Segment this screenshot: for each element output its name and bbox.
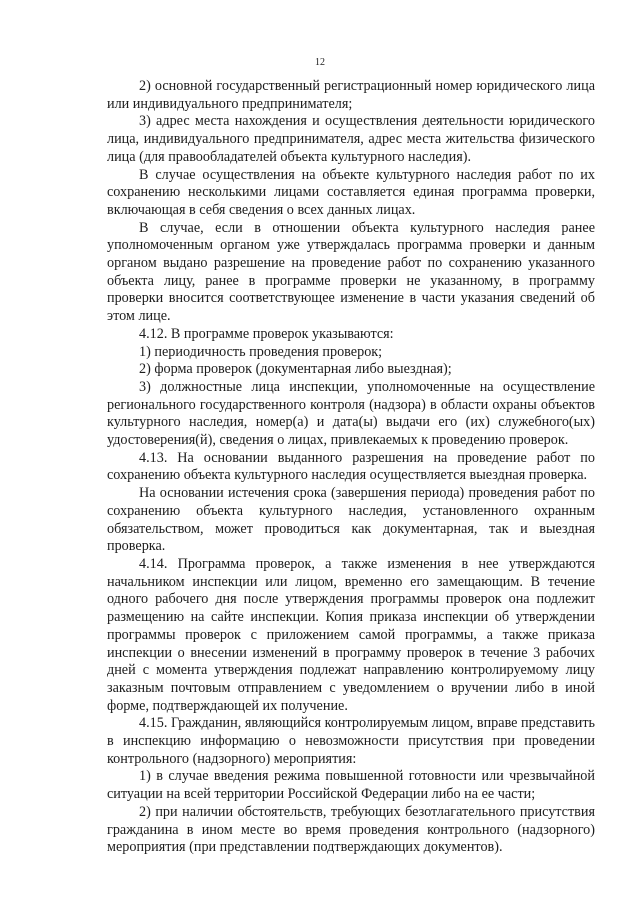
paragraph-joint-program: В случае осуществления на объекте культурного наследия работ по их сохранению несколькими лицами составляется единая программа проверки, включающая в себя сведения о всех данных лицах. (107, 166, 595, 218)
paragraph-program-change: В случае, если в отношении объекта культурного наследия ранее уполномоченным органом уже утверждалась программа проверки и данным органом выдано разрешение на проведение работ по сохранению указанного объекта лицу, ранее в программе проверки не указанному, в программу проверки вносится соответствующее изменение в части указания сведений об этом лице. (107, 219, 595, 325)
paragraph-4-13: 4.13. На основании выданного разрешения на проведение работ по сохранению объекта культурного наследия осуществляется выездная проверка. (107, 449, 595, 484)
paragraph-4-15: 4.15. Гражданин, являющийся контролируемым лицом, вправе представить в инспекцию информацию о невозможности присутствия при проведении контрольного (надзорного) мероприятия: (107, 715, 595, 767)
paragraph-4-15-item-2: 2) при наличии обстоятельств, требующих безотлагательного присутствия гражданина в ином месте во время проведения контрольного (надзорного) мероприятия (при представлении подтверждающих документов). (107, 803, 595, 856)
paragraph-4-12-heading: 4.12. В программе проверок указываются: (139, 325, 394, 342)
paragraph-4-12-item-1: 1) периодичность проведения проверок; (139, 343, 383, 360)
paragraph-4-15-item-1: 1) в случае введения режима повышенной готовности или чрезвычайной ситуации на всей территории Российской Федерации либо на ее части; (107, 768, 595, 803)
paragraph-4-13-expiry: На основании истечения срока (завершения периода) проведения работ по сохранению объекта культурного наследия, установленного охранным обязательством, может проводиться как документарная, так и выездная проверка. (107, 485, 595, 555)
document-body (107, 78, 595, 857)
paragraph-item-3: 3) адрес места нахождения и осуществления деятельности юридического лица, индивидуального предпринимателя, адрес места жительства физического лица (для правообладателей объекта культурного наследия). (107, 113, 595, 165)
paragraph-item-2: 2) основной государственный регистрационный номер юридического лица или индивидуального предпринимателя; (107, 78, 595, 112)
page-number: 12 (315, 57, 325, 68)
paragraph-4-14: 4.14. Программа проверок, а также изменения в нее утверждаются начальником инспекции или лицом, временно его замещающим. В течение одного рабочего дня после утверждения программы проверок она подлежит размещению на сайте инспекции. Копия приказа инспекции об утверждении программы проверок с приложением самой программы, а также приказа инспекции о внесении изменений в программу проверок в течение 3 рабочих дней с момента утверждения подлежат направлению контролируемому лицу заказным почтовым отправлением с уведомлением о вручении либо в иной форме, подтверждающей их получение. (107, 555, 595, 714)
paragraph-4-12-item-2: 2) форма проверок (документарная либо выездная); (139, 361, 452, 378)
paragraph-4-12-item-3: 3) должностные лица инспекции, уполномоченные на осуществление регионального государственного контроля (надзора) в области охраны объектов культурного наследия, номер(а) и дата(ы) выдачи его (их) служебного(ых) удостоверения(й), сведения о лицах, привлекаемых к проведению проверок. (107, 378, 595, 449)
